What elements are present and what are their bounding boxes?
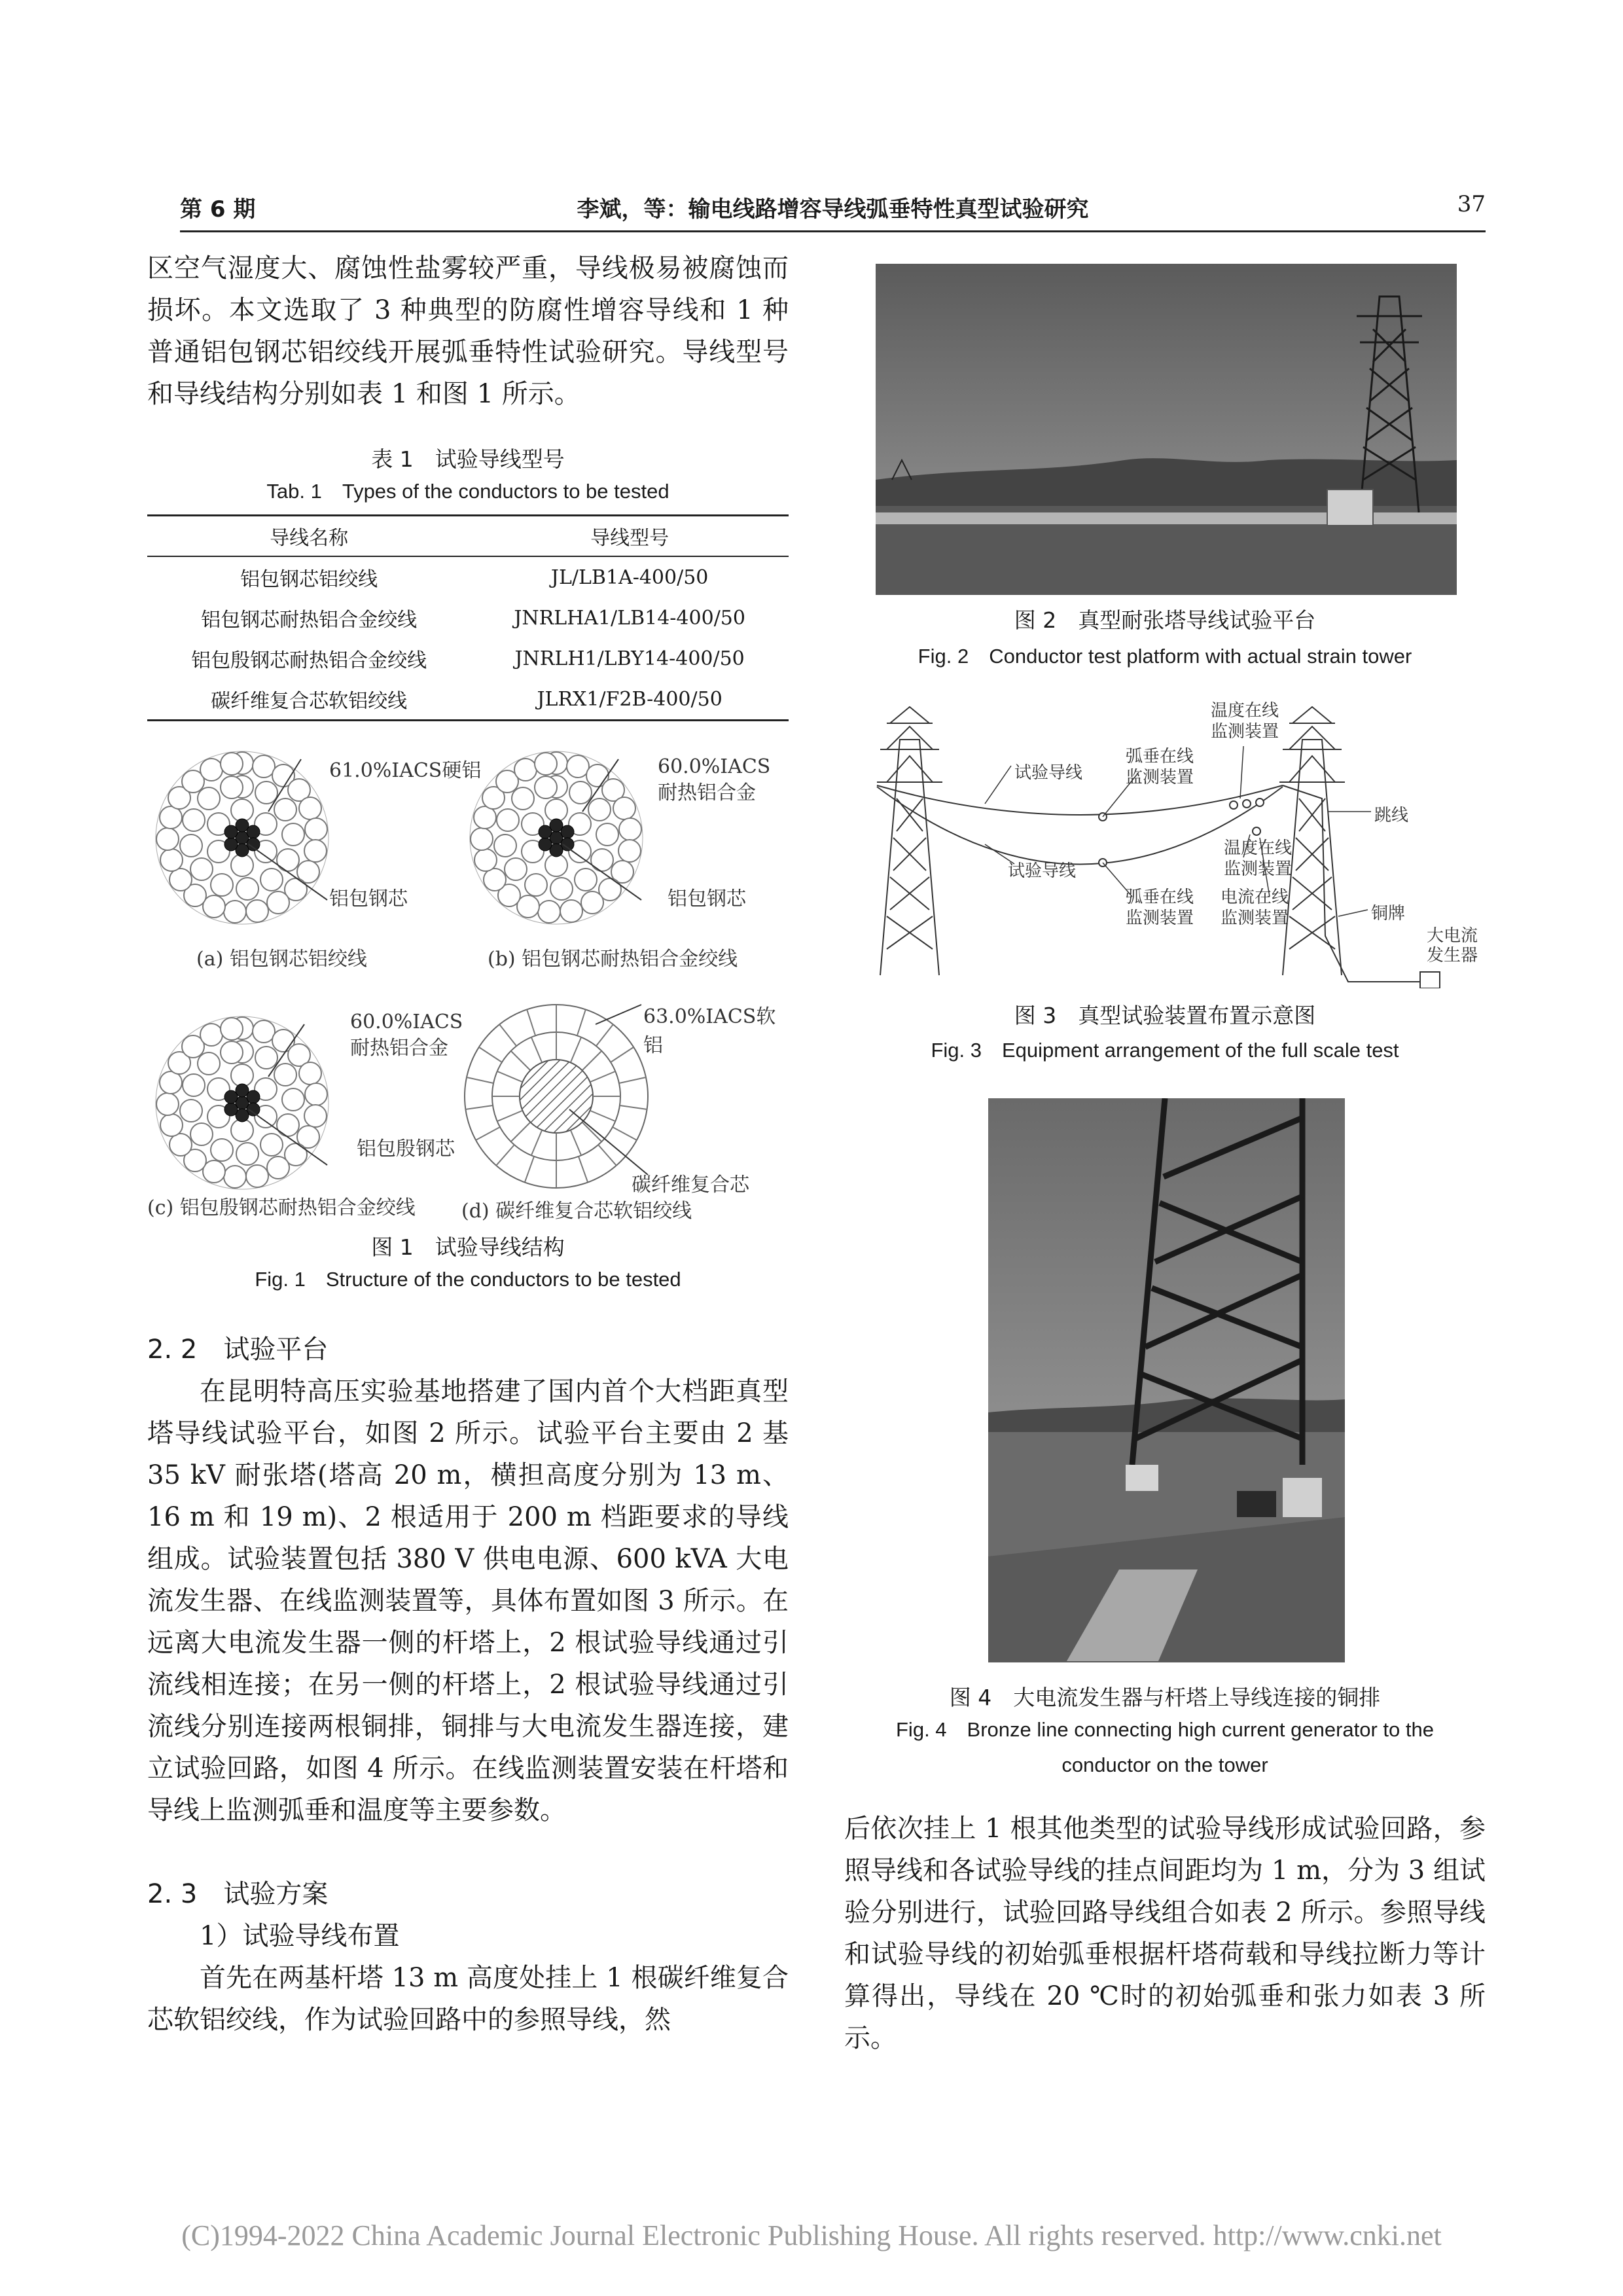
fig3-label-temp-top: 温度在线监测装置 xyxy=(1211,701,1279,742)
fig3-label-wire-top: 试验导线 xyxy=(1014,763,1083,783)
fig3-schematic xyxy=(851,700,1479,988)
cross-section-d xyxy=(465,1005,648,1188)
table1-header-name: 导线名称 xyxy=(147,516,471,557)
fig1c-core-label: 铝包殷钢芯 xyxy=(357,1138,455,1160)
fig1d-outer-label: 63.0%IACS软铝 xyxy=(643,1005,776,1057)
fig4-photo xyxy=(988,1098,1345,1662)
table-row: 碳纤维复合芯软铝绞线 JLRX1/F2B-400/50 xyxy=(147,679,789,721)
table-row: 铝包殷钢芯耐热铝合金绞线 JNRLH1/LBY14-400/50 xyxy=(191,647,745,672)
fig3-label-sag-top: 弧垂在线监测装置 xyxy=(1126,747,1194,787)
fig3-label-temp-bot: 温度在线监测装置 xyxy=(1224,838,1293,879)
fig3-label-current: 电流在线监测装置 xyxy=(1221,888,1289,928)
fig3-label-copper: 铜牌 xyxy=(1371,904,1406,924)
copyright-footer: (C)1994-2022 China Academic Journal Electronic Publishing House. All rights reserved. http://www.cnki.net xyxy=(181,2219,1442,2251)
fig1c-subcaption: (c) 铝包殷钢芯耐热铝合金绞线 xyxy=(147,1196,416,1219)
fig3-label-generator: 大电流发生器 xyxy=(1427,926,1478,965)
cross-section-a xyxy=(156,751,329,924)
fig2-caption-zh: 图 2 真型耐张塔导线试验平台 xyxy=(1014,607,1316,633)
cross-section-b xyxy=(470,751,643,924)
fig4-caption-zh: 图 4 大电流发生器与杆塔上导线连接的铜排 xyxy=(949,1685,1381,1710)
fig1b-outer-label: 60.0%IACS耐热铝合金 xyxy=(658,755,771,804)
fig1-caption-en: Fig. 1 Structure of the conductors to be tested xyxy=(255,1268,681,1291)
right-paragraph: 后依次挂上 1 根其他类型的试验导线形成试验回路，参照导线和各试验导线的挂点间距均为 1 m，分为 3 组试验分别进行，试验回路导线组合如表 2 所示。参照导线和试验导线的初始弧垂根据杆塔荷载和导线拉断力等计算得出，导线在 20 ℃时的初始弧垂和张力如表 3 所示。 xyxy=(844,1814,1486,2053)
fig4-caption-en-1: Fig. 4 Bronze line connecting high current generator to the xyxy=(896,1718,1434,1741)
table1-caption-zh: 表 1 试验导线型号 xyxy=(371,446,565,472)
table1-caption-en: Tab. 1 Types of the conductors to be tested xyxy=(266,480,669,503)
intro-paragraph: 区空气湿度大、腐蚀性盐雾较严重，导线极易被腐蚀而损坏。本文选取了 3 种典型的防腐性增容导线和 1 种普通铝包钢芯铝绞线开展弧垂特性试验研究。导线型号和导线结构分别如表 1 和图 1 所示。 xyxy=(147,253,789,409)
section-2-3-text: 首先在两基杆塔 13 m 高度处挂上 1 根碳纤维复合芯软铝绞线，作为试验回路中的参照导线，然 xyxy=(147,1963,789,2035)
fig1a-outer-label: 61.0%IACS硬铝 xyxy=(329,759,482,782)
table1-header-type: 导线型号 xyxy=(471,516,789,557)
section-2-2-title: 2. 2 试验平台 xyxy=(147,1335,329,1365)
page-number: 37 xyxy=(1457,191,1486,217)
fig3-label-sag-bot: 弧垂在线监测装置 xyxy=(1126,888,1194,928)
fig1b-core-label: 铝包钢芯 xyxy=(668,888,746,910)
table1 xyxy=(147,514,789,721)
fig4-caption-en-2: conductor on the tower xyxy=(1061,1753,1268,1776)
fig1b-subcaption: (b) 铝包钢芯耐热铝合金绞线 xyxy=(488,948,738,971)
fig1a-core-label: 铝包钢芯 xyxy=(329,888,408,910)
fig1d-subcaption: (d) 碳纤维复合芯软铝绞线 xyxy=(461,1200,692,1223)
cross-section-c xyxy=(156,1016,329,1189)
table-row: 铝包钢芯耐热铝合金绞线 JNRLHA1/LB14-400/50 xyxy=(201,606,745,632)
fig1a-subcaption: (a) 铝包钢芯铝绞线 xyxy=(196,948,367,971)
issue-number: 第 6 期 xyxy=(180,196,256,223)
fig1-caption-zh: 图 1 试验导线结构 xyxy=(371,1234,565,1260)
figure-1 xyxy=(147,733,789,1257)
fig2-caption-en: Fig. 2 Conductor test platform with actual strain tower xyxy=(918,645,1412,668)
fig1d-core-label: 碳纤维复合芯 xyxy=(632,1174,749,1196)
table-row: 铝包钢芯铝绞线 JL/LB1A-400/50 xyxy=(240,565,709,591)
fig1c-outer-label: 60.0%IACS耐热铝合金 xyxy=(350,1011,463,1060)
section-2-2-text: 在昆明特高压实验基地搭建了国内首个大档距真型塔导线试验平台，如图 2 所示。试验平台主要由 2 基 35 kV 耐张塔(塔高 20 m，横担高度分别为 13 m、16 m 和 19 m)、2 根适用于 200 m 档距要求的导线组成。试验装置包括 380 V 供电电源、600 kVA 大电流发生器、在线监测装置等，具体布置如图 3 所示。在远离大电流发生器一侧的杆塔上，2 根试验导线通过引流线相连接；在另一侧的杆塔上，2 根试验导线通过引流线分别连接两根铜排，铜排与大电流发生器连接，建立试验回路，如图 4 所示。在线监测装置安装在杆塔和导线上监测弧垂和温度等主要参数。 xyxy=(147,1376,789,1825)
section-2-3-title: 2. 3 试验方案 xyxy=(147,1879,329,1909)
fig2-photo xyxy=(876,264,1457,595)
fig3-caption-zh: 图 3 真型试验装置布置示意图 xyxy=(1014,1003,1316,1028)
fig3-label-wire-bot: 试验导线 xyxy=(1008,861,1077,881)
section-2-3-subtitle: 1）试验导线布置 xyxy=(200,1921,400,1951)
fig3-caption-en: Fig. 3 Equipment arrangement of the full scale test xyxy=(931,1039,1399,1062)
running-title: 李斌，等：输电线路增容导线弧垂特性真型试验研究 xyxy=(577,196,1089,223)
running-header xyxy=(180,185,1486,224)
header-rule xyxy=(180,230,1486,232)
fig1-drawing xyxy=(147,733,789,1244)
fig3-label-jumper: 跳线 xyxy=(1374,806,1409,825)
